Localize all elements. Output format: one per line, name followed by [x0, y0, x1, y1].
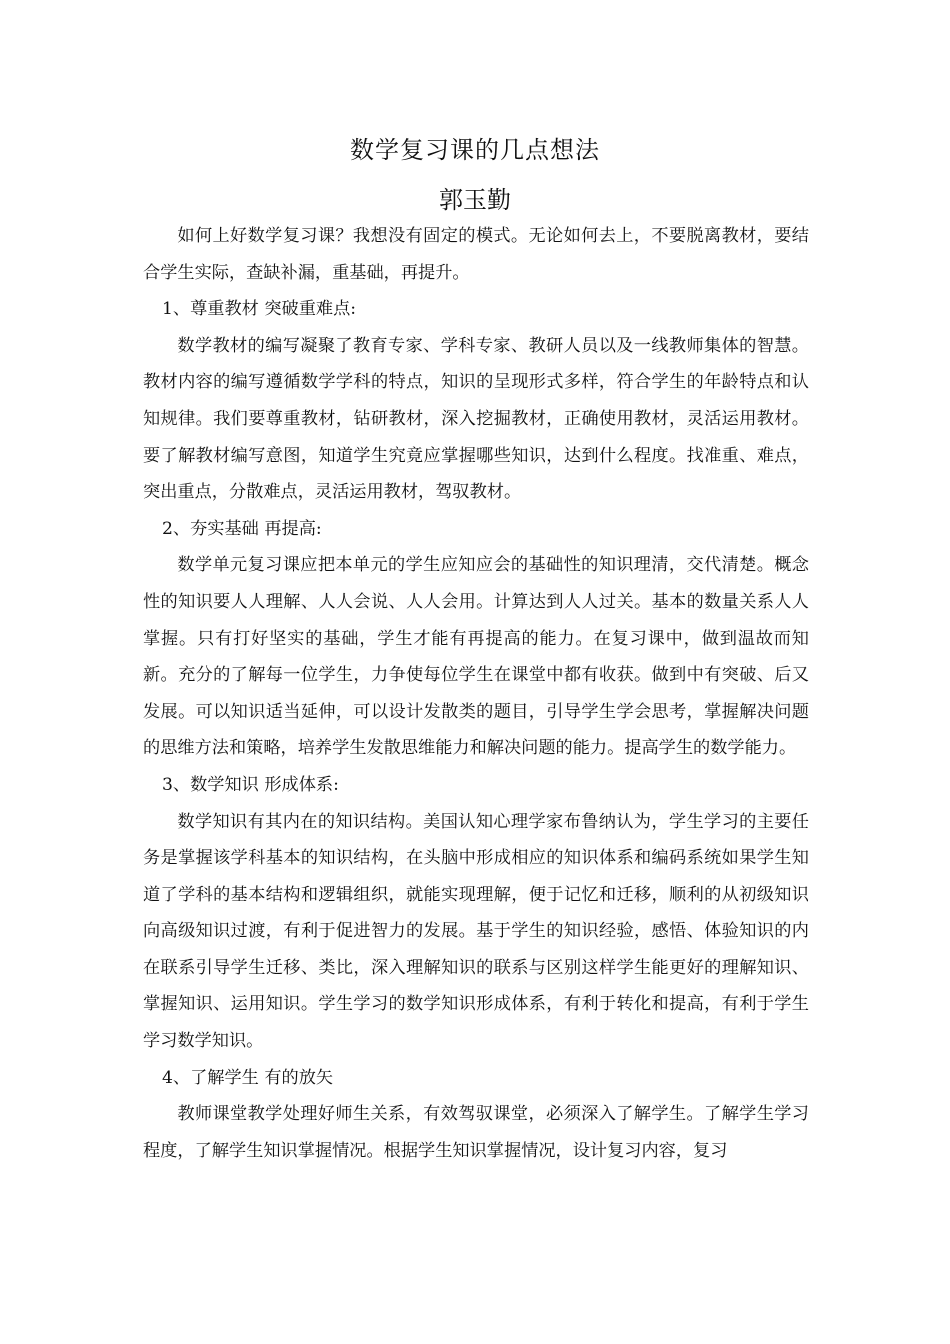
section-body-1: 数学教材的编写凝聚了教育专家、学科专家、教研人员以及一线教师集体的智慧。教材内容的编写遵循数学学科的特点，知识的呈现形式多样，符合学生的年龄特点和认知规律。我们要尊重教材，钻研教材，深入挖掘教材，正确使用教材，灵活运用教材。要了解教材编写意图，知道学生究竟应掌握哪些知识，达到什么程度。找准重、难点，突出重点，分散难点，灵活运用教材，驾驭教材。: [143, 335, 809, 503]
document-title: 数学复习课的几点想法: [350, 136, 600, 164]
intro-paragraph: 如何上好数学复习课？我想没有固定的模式。无论如何去上，不要脱离教材，要结合学生实际，查缺补漏，重基础，再提升。: [143, 226, 809, 283]
document-author: 郭玉勤: [439, 186, 511, 214]
section-heading-3: 3、数学知识 形成体系:: [162, 774, 339, 795]
section-heading-1: 1、尊重教材 突破重难点:: [162, 299, 357, 320]
section-body-4: 教师课堂教学处理好师生关系，有效驾驭课堂，必须深入了解学生。了解学生学习程度，了解学生知识掌握情况。根据学生知识掌握情况，设计复习内容，复习: [143, 1104, 809, 1161]
section-heading-4: 4、了解学生 有的放矢: [162, 1067, 334, 1088]
section-heading-2: 2、夯实基础 再提高:: [162, 518, 322, 539]
document-body: [143, 218, 809, 1169]
section-body-3: 数学知识有其内在的知识结构。美国认知心理学家布鲁纳认为，学生学习的主要任务是掌握该学科基本的知识结构，在头脑中形成相应的知识体系和编码系统如果学生知道了学科的基本结构和逻辑组织，就能实现理解，便于记忆和迁移，顺利的从初级知识向高级知识过渡，有利于促进智力的发展。基于学生的知识经验，感悟、体验知识的内在联系引导学生迁移、类比，深入理解知识的联系与区别这样学生能更好的理解知识、掌握知识、运用知识。学生学习的数学知识形成体系，有利于转化和提高，有利于学生学习数学知识。: [143, 811, 809, 1052]
section-body-2: 数学单元复习课应把本单元的学生应知应会的基础性的知识理清，交代清楚。概念性的知识要人人理解、人人会说、人人会用。计算达到人人过关。基本的数量关系人人掌握。只有打好坚实的基础，学生才能有再提高的能力。在复习课中，做到温故而知新。充分的了解每一位学生，力争使每位学生在课堂中都有收获。做到中有突破、后又发展。可以知识适当延伸，可以设计发散类的题目，引导学生学会思考，掌握解决问题的思维方法和策略，培养学生发散思维能力和解决问题的能力。提高学生的数学能力。: [143, 555, 809, 759]
